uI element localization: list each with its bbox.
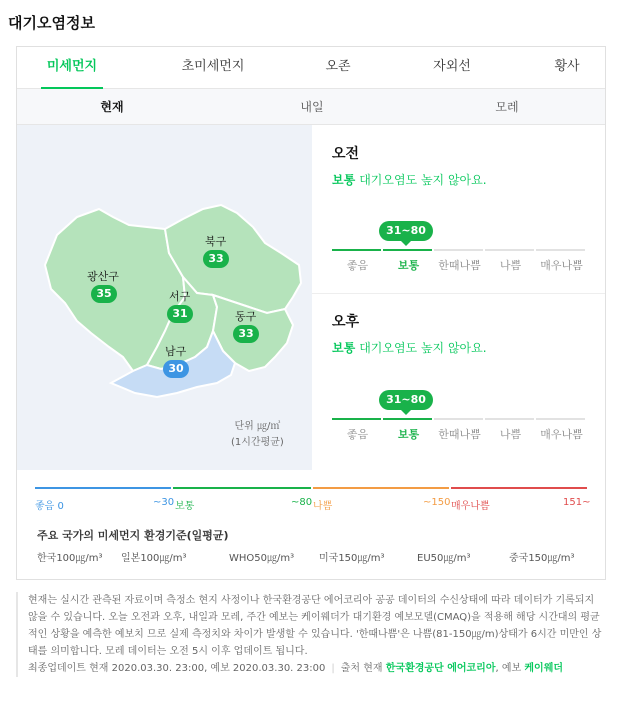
scale-segment — [332, 249, 381, 251]
scale-label: 나쁨 — [499, 428, 522, 441]
legend-normal: 보통 — [175, 501, 195, 512]
legend-bar-very-bad — [451, 487, 587, 489]
scale-segment — [434, 418, 483, 420]
tab-yellow-dust[interactable]: 황사 — [554, 59, 580, 74]
unit-period: (1시간평균) — [231, 437, 284, 448]
source-mid: , 예보 — [495, 663, 522, 674]
separator: | — [331, 663, 335, 674]
legend-bar-normal — [173, 487, 311, 489]
scale-label: 매우나쁨 — [540, 428, 583, 441]
district-name: 동구 — [235, 310, 257, 323]
period-title: 오후 — [332, 314, 360, 330]
day-subtabs — [17, 89, 605, 125]
period-text: 대기오염도 높지 않아요. — [359, 173, 487, 187]
forecast-pm — [332, 311, 592, 356]
period-desc — [332, 339, 592, 356]
scale-label: 보통 — [397, 428, 420, 441]
legend-bad: 나쁨 — [313, 501, 333, 512]
forecast-am — [332, 143, 592, 188]
scale-label: 좋음 — [346, 428, 369, 441]
subtab-now[interactable]: 현재 — [100, 100, 124, 114]
legend-bad-threshold: ~80 — [291, 497, 313, 508]
tab-ozone[interactable]: 오존 — [325, 59, 351, 74]
unit-note — [231, 419, 284, 451]
scale-segment — [485, 418, 534, 420]
scale-segment — [536, 418, 585, 420]
range-pill: 31~80 — [379, 221, 433, 241]
district-map — [17, 125, 312, 470]
page-title: 대기오염정보 — [8, 14, 95, 32]
legend-max: 151~ — [563, 497, 591, 508]
legend-very-bad-threshold: ~150 — [423, 497, 451, 508]
unit-label: 단위 ㎍/㎥ — [234, 421, 281, 432]
legend-bar-good — [35, 487, 171, 489]
tab-uv[interactable]: 자외선 — [433, 59, 471, 74]
scale-label: 좋음 — [346, 259, 369, 272]
tab-pm10[interactable]: 미세먼지 — [41, 47, 103, 89]
scale-segment — [434, 249, 483, 251]
district-name: 남구 — [165, 345, 187, 358]
subtab-tomorrow[interactable]: 내일 — [300, 100, 324, 114]
level-legend — [35, 487, 591, 517]
forecast-scale-pm — [332, 390, 588, 440]
scale-segment — [383, 249, 432, 251]
source-link-kweather[interactable]: 케이웨더 — [524, 663, 564, 674]
update-time: 최종업데이트 현재 2020.03.30. 23:00, 예보 2020.03.30. 23:00 — [28, 663, 326, 674]
district-value-badge[interactable]: 30 — [163, 360, 189, 378]
scale-label: 나쁨 — [499, 259, 522, 272]
legend-very-bad: 매우나쁨 — [451, 501, 490, 512]
scale-segment — [485, 249, 534, 251]
notice-section — [16, 592, 606, 677]
scale-label: 매우나쁨 — [540, 259, 583, 272]
period-desc — [332, 171, 592, 188]
standard-item: WHO50㎍/m³ — [229, 553, 295, 564]
forecast-divider — [312, 293, 605, 294]
standard-item: 미국150㎍/m³ — [319, 553, 385, 564]
standards-title: 주요 국가의 미세먼지 환경기준(일평균) — [37, 529, 229, 542]
district-name: 서구 — [169, 290, 191, 303]
scale-label: 한때나쁨 — [438, 428, 481, 441]
standard-item: 중국150㎍/m³ — [509, 553, 575, 564]
update-line — [28, 660, 606, 677]
period-level: 보통 — [332, 173, 356, 187]
source-label: 출처 현재 — [340, 663, 383, 674]
scale-segment — [536, 249, 585, 251]
period-text: 대기오염도 높지 않아요. — [359, 341, 487, 355]
scale-label: 한때나쁨 — [438, 259, 481, 272]
standard-item: 한국100㎍/m³ — [37, 553, 103, 564]
notice-text: 현재는 실시간 관측된 자료이며 측정소 현지 사정이나 한국환경공단 에어코리아 공공 데이터의 수신상태에 따라 데이터가 기록되지 않을 수 있습니다. 오늘 오전과 오후, 내일과 모레, 주간 예보는 케이웨더가 대기환경 예보모델(CMAQ)을 적용해 해당 시간대의 평균적인 상황을 예측한 예보치 므로 실제 측정치와 차이가 발생할 수 있습니다. '한때나쁨'은 나쁨(81-150㎍/m)상태가 6시간 미만인 상태를 의미합니다. 모레 데이터는 오전 5시 이후 업데이트 됩니다. — [28, 595, 602, 657]
legend-good: 좋음 0 — [35, 501, 64, 512]
legend-normal-threshold: ~30 — [153, 497, 175, 508]
forecast-panel — [312, 125, 605, 470]
standard-item: 일본100㎍/m³ — [121, 553, 187, 564]
scale-label: 보통 — [397, 259, 420, 272]
tab-pm25[interactable]: 초미세먼지 — [181, 59, 245, 74]
district-value-badge[interactable]: 35 — [91, 285, 117, 303]
standard-item: EU50㎍/m³ — [417, 553, 471, 564]
forecast-scale-am — [332, 221, 588, 271]
district-value-badge[interactable]: 31 — [167, 305, 193, 323]
period-level: 보통 — [332, 341, 356, 355]
scale-segment — [332, 418, 381, 420]
district-name: 광산구 — [87, 270, 119, 283]
period-title: 오전 — [332, 146, 360, 162]
district-name: 북구 — [205, 235, 227, 248]
range-pill: 31~80 — [379, 390, 433, 410]
scale-segment — [383, 418, 432, 420]
source-link-airkorea[interactable]: 한국환경공단 에어코리아 — [385, 663, 496, 674]
district-value-badge[interactable]: 33 — [203, 250, 229, 268]
pollutant-tabs — [17, 47, 605, 89]
district-value-badge[interactable]: 33 — [233, 325, 259, 343]
legend-bar-bad — [313, 487, 449, 489]
air-quality-card — [16, 46, 606, 580]
subtab-day-after[interactable]: 모레 — [495, 100, 519, 114]
